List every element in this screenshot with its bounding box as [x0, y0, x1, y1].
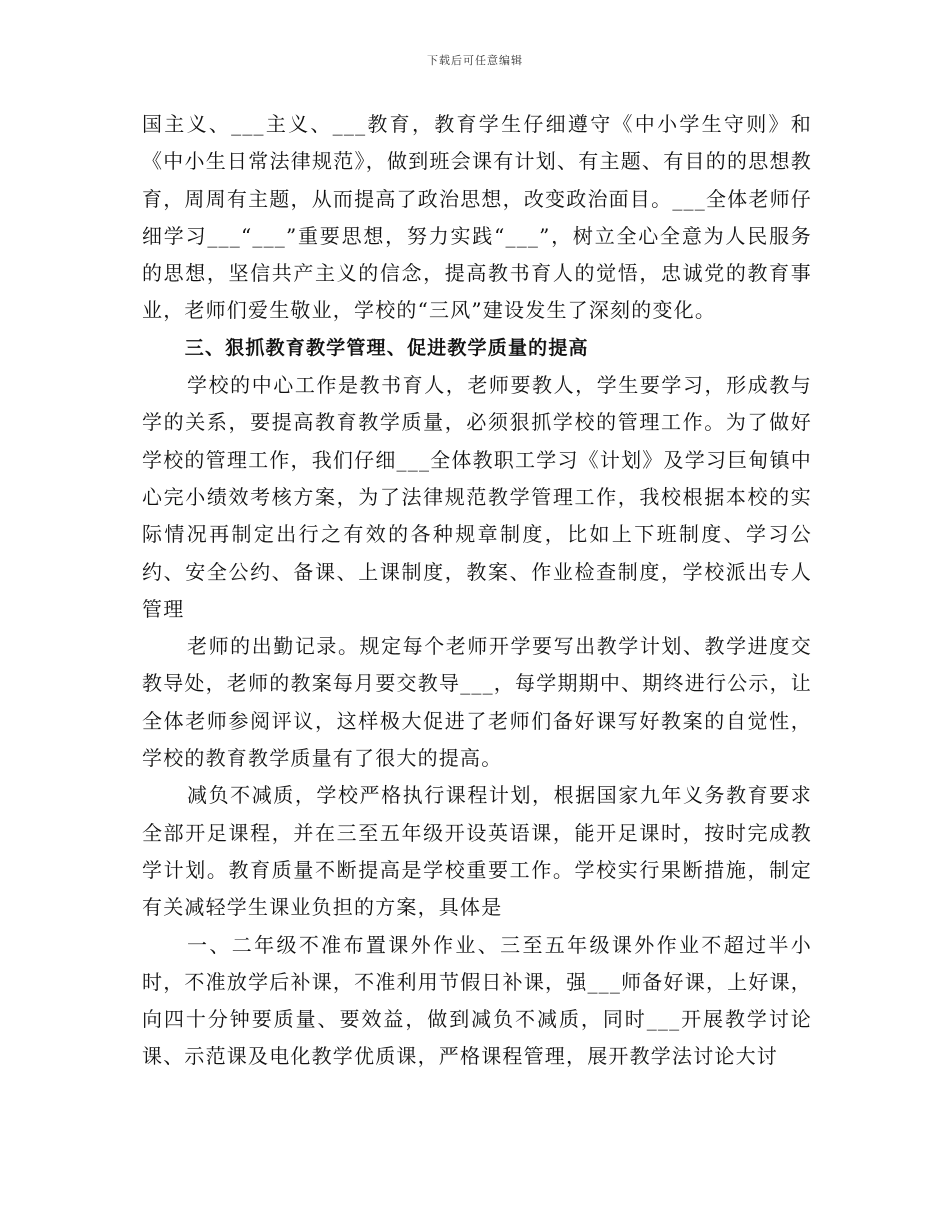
paragraph: 减负不减质，学校严格执行课程计划，根据国家九年义务教育要求全部开足课程，并在三至五年级开设英语课，能开足课时，按时完成教学计划。教育质量不断提高是学校重要工作。学校实行果断措施，制定有关减轻学生课业负担的方案，具体是 — [142, 783, 812, 920]
paragraph: 一、二年级不准布置课外作业、三至五年级课外作业不超过半小时，不准放学后补课，不准利用节假日补课，强___师备好课，上好课，向四十分钟要质量、要效益，做到减负不减质，同时___开展教学讨论课、示范课及电化教学优质课，严格课程管理，展开教学法讨论大讨 — [142, 932, 812, 1069]
paragraph: 老师的出勤记录。规定每个老师开学要写出教学计划、教学进度交教导处，老师的教案每月要交教导___，每学期期中、期终进行公示，让全体老师参阅评议，这样极大促进了老师们备好课写好教案的自觉性，学校的教育教学质量有了很大的提高。 — [142, 634, 812, 771]
page-header: 下载后可任意编辑 — [427, 54, 523, 67]
section-heading: 三、狠抓教育教学管理、促进教学质量的提高 — [184, 336, 589, 359]
document-body — [142, 106, 812, 1076]
paragraph-continued: 国主义、___主义、___教育，教育学生仔细遵守《中小学生守则》和《中小生日常法律规范》，做到班会课有计划、有主题、有目的的思想教育，周周有主题，从而提高了政治思想，改变政治面目。___全体老师仔细学习___“___”重要思想，努力实践“___”，树立全心全意为人民服务的思想，坚信共产主义的信念，提高教书育人的觉悟，忠诚党的教育事业，老师们爱生敬业，学校的“三风”建设发生了深刻的变化。 — [142, 112, 812, 323]
paragraph: 学校的中心工作是教书育人，老师要教人，学生要学习，形成教与学的关系，要提高教育教学质量，必须狠抓学校的管理工作。为了做好学校的管理工作，我们仔细___全体教职工学习《计划》及学习巨甸镇中心完小绩效考核方案，为了法律规范教学管理工作，我校根据本校的实际情况再制定出行之有效的各种规章制度，比如上下班制度、学习公约、安全公约、备课、上课制度，教案、作业检查制度，学校派出专人管理 — [142, 373, 812, 621]
